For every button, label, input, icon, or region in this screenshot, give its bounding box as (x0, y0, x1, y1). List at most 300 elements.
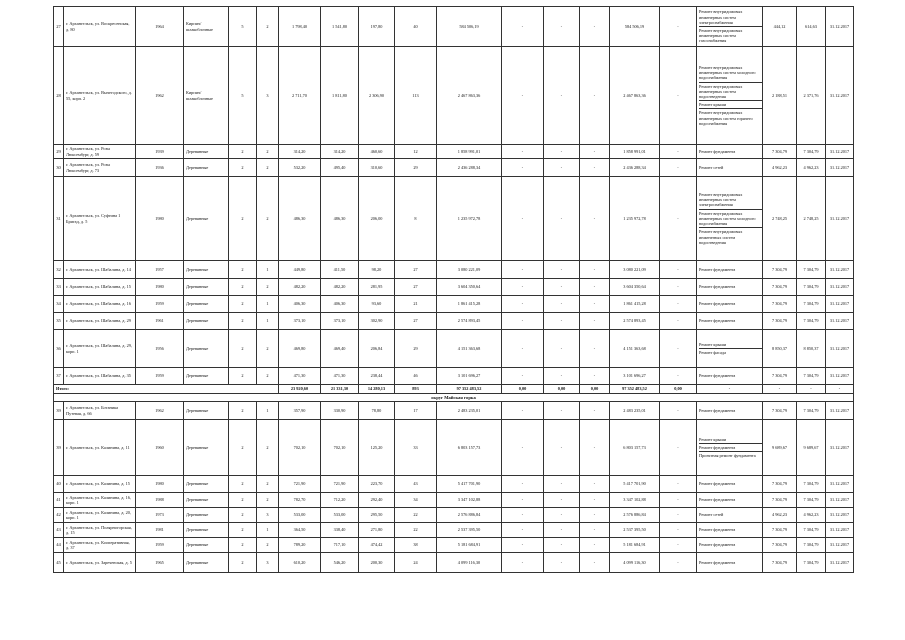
repair-work-item: Ремонт фундамента (699, 444, 762, 452)
common-area: 223,70 (359, 476, 395, 493)
build-year: 1959 (136, 296, 184, 313)
wall-material: Деревянные (184, 261, 229, 279)
total-area: 2 711,70 (279, 47, 321, 145)
common-area: 460,60 (359, 145, 395, 159)
max-unit-cost: 7 304,79 (797, 279, 826, 296)
repair-work-item: Ремонт фундамента (699, 318, 736, 324)
repair-work-item: Ремонт внутридомовых инженерных систем водоотведения (699, 83, 762, 102)
table-row (54, 508, 854, 523)
fund-federal: - (502, 7, 544, 47)
total-sum: 97 352 483,52 (437, 385, 502, 394)
owners-funds: 2 537 395,50 (610, 523, 660, 538)
residents: 29 (395, 330, 437, 368)
table-row (54, 159, 854, 177)
repair-cost: 2 436 288,34 (437, 159, 502, 177)
total-date: - (826, 385, 854, 394)
repair-works (697, 523, 763, 538)
floors: 2 (229, 523, 257, 538)
wall-material: Деревянные (184, 493, 229, 508)
residents: 22 (395, 508, 437, 523)
max-unit-cost: 614,63 (797, 7, 826, 47)
total-area: 471,30 (279, 368, 321, 385)
row-number: 32 (54, 261, 64, 279)
owners-funds: 3 101 696,27 (610, 368, 660, 385)
living-area: 546,20 (321, 553, 359, 573)
repair-cost: 4 099 116,30 (437, 553, 502, 573)
wall-material: Деревянные (184, 476, 229, 493)
repair-work-item: Ремонт внутридомовых инженерных систем горячего водоснабжения (699, 110, 753, 126)
total-fund-1: 0,00 (502, 385, 544, 394)
address: г. Архангельск, ул. Калинина, д. 11 (64, 420, 136, 476)
row-number: 33 (54, 279, 64, 296)
residents: 27 (395, 313, 437, 330)
completion-date: 31.12.2017 (826, 296, 854, 313)
fund-regional: - (544, 523, 580, 538)
entrances: 2 (257, 493, 279, 508)
fund-federal: - (502, 145, 544, 159)
build-year: 1956 (136, 330, 184, 368)
max-unit-cost: 7 304,79 (797, 296, 826, 313)
repair-cost: 3 604 350,64 (437, 279, 502, 296)
repair-work-item: Ремонт фундамента (699, 301, 736, 307)
owners-funds: 2 574 893,45 (610, 313, 660, 330)
living-area: 411,50 (321, 261, 359, 279)
max-unit-cost: 7 304,79 (797, 476, 826, 493)
completion-date: 31.12.2017 (826, 553, 854, 573)
fund-local: - (580, 177, 610, 261)
build-year: 1964 (136, 7, 184, 47)
max-unit-cost: 7 304,79 (797, 523, 826, 538)
wall-material: Деревянные (184, 279, 229, 296)
living-area: 338,40 (321, 523, 359, 538)
build-year: 1959 (136, 368, 184, 385)
total-area: 532,20 (279, 159, 321, 177)
common-area: 98,20 (359, 261, 395, 279)
build-year: 1957 (136, 261, 184, 279)
completion-date: 31.12.2017 (826, 420, 854, 476)
repair-work-item: Ремонт фундамента (699, 559, 736, 565)
total-residents: 893 (395, 385, 437, 394)
fund-local: - (580, 476, 610, 493)
fund-regional: - (544, 476, 580, 493)
table-row (54, 261, 854, 279)
owners-funds: 3 080 221,09 (610, 261, 660, 279)
repair-cost: 2 537 395,50 (437, 523, 502, 538)
total-area-1: 23 920,60 (279, 385, 321, 394)
fund-federal: - (502, 330, 544, 368)
other-funds: - (660, 508, 697, 523)
table-row (54, 402, 854, 420)
other-funds: - (660, 538, 697, 553)
living-area: 717,10 (321, 538, 359, 553)
unit-cost: 4 962,23 (763, 159, 797, 177)
address: г. Архангельск, ул. Шабалина, д. 35 (64, 368, 136, 385)
fund-federal: - (502, 476, 544, 493)
living-area: 471,30 (321, 368, 359, 385)
unit-cost: 8 850,37 (763, 330, 797, 368)
fund-regional: - (544, 493, 580, 508)
living-area: 482,20 (321, 279, 359, 296)
entrances: 1 (257, 523, 279, 538)
unit-cost: 7 304,79 (763, 296, 797, 313)
floors: 2 (229, 330, 257, 368)
residents: 43 (395, 476, 437, 493)
floors: 2 (229, 313, 257, 330)
completion-date: 31.12.2017 (826, 145, 854, 159)
build-year: 1962 (136, 402, 184, 420)
address: г. Архангельск, ул. Ботаника Путевая, д. 66 (64, 402, 136, 420)
residents: 27 (395, 261, 437, 279)
wall-material: Деревянные (184, 145, 229, 159)
living-area: 712,20 (321, 493, 359, 508)
repair-work-item: Ремонт крыши (699, 341, 762, 349)
unit-cost: 7 304,79 (763, 279, 797, 296)
floors: 2 (229, 177, 257, 261)
owners-funds: 3 347 102,88 (610, 493, 660, 508)
common-area: 197,80 (359, 7, 395, 47)
living-area: 721,90 (321, 476, 359, 493)
wall-material: Кирпич/ шлакоблочные (184, 47, 229, 145)
repair-cost: 3 101 696,27 (437, 368, 502, 385)
entrances: 2 (257, 159, 279, 177)
repair-work-item: Ремонт внутридомовых инженерных систем холодного водоснабжения (699, 210, 762, 229)
repair-works (697, 553, 763, 573)
owners-funds: 2 576 886,84 (610, 508, 660, 523)
other-funds: - (660, 7, 697, 47)
entrances: 2 (257, 279, 279, 296)
fund-federal: - (502, 261, 544, 279)
total-area: 449,80 (279, 261, 321, 279)
residents: 113 (395, 47, 437, 145)
repair-cost: 2 576 886,84 (437, 508, 502, 523)
repair-work-item: Ремонт крыши (699, 436, 762, 444)
total-sum-owners: 97 352 483,52 (610, 385, 660, 394)
residents: 22 (395, 523, 437, 538)
fund-regional: - (544, 420, 580, 476)
fund-regional: - (544, 177, 580, 261)
table-row (54, 177, 854, 261)
total-area-2: 21 331,30 (321, 385, 359, 394)
total-max-cost: - (797, 385, 826, 394)
owners-funds: 5 417 701,90 (610, 476, 660, 493)
address: г. Архангельск, ул. Шабалина, д. 15 (64, 279, 136, 296)
fund-local: - (580, 330, 610, 368)
unit-cost: 7 304,79 (763, 313, 797, 330)
section-row (54, 394, 854, 402)
document-page (53, 6, 850, 573)
fund-local: - (580, 553, 610, 573)
row-number: 37 (54, 368, 64, 385)
owners-funds: 3 604 350,64 (610, 279, 660, 296)
residents: 46 (395, 368, 437, 385)
residents: 34 (395, 493, 437, 508)
fund-federal: - (502, 279, 544, 296)
fund-local: - (580, 47, 610, 145)
wall-material: Деревянные (184, 523, 229, 538)
address: г. Архангельск, ул. Суфтина 1 Бригад, д. 5 (64, 177, 136, 261)
repair-works (697, 508, 763, 523)
max-unit-cost: 7 304,79 (797, 553, 826, 573)
repair-work-item: Ремонт крыши (699, 101, 762, 109)
max-unit-cost: 7 304,79 (797, 261, 826, 279)
max-unit-cost: 4 962,23 (797, 159, 826, 177)
other-funds: - (660, 493, 697, 508)
completion-date: 31.12.2017 (826, 538, 854, 553)
fund-local: - (580, 420, 610, 476)
other-funds: - (660, 553, 697, 573)
fund-local: - (580, 313, 610, 330)
table-row (54, 145, 854, 159)
fund-regional: - (544, 296, 580, 313)
table-row (54, 553, 854, 573)
fund-federal: - (502, 368, 544, 385)
max-unit-cost: 9 689,67 (797, 420, 826, 476)
residents: 12 (395, 145, 437, 159)
residents: 17 (395, 402, 437, 420)
completion-date: 31.12.2017 (826, 261, 854, 279)
wall-material: Деревянные (184, 330, 229, 368)
fund-federal: - (502, 313, 544, 330)
max-unit-cost: 7 304,79 (797, 538, 826, 553)
fund-federal: - (502, 420, 544, 476)
fund-regional: - (544, 508, 580, 523)
table-row (54, 523, 854, 538)
total-area: 702,10 (279, 420, 321, 476)
entrances: 2 (257, 538, 279, 553)
repair-work-item: Ремонт фундамента (699, 266, 736, 272)
total-area: 533,00 (279, 508, 321, 523)
unit-cost: 2 748,25 (763, 177, 797, 261)
entrances: 1 (257, 313, 279, 330)
unit-cost: 7 304,79 (763, 368, 797, 385)
row-number: 44 (54, 538, 64, 553)
wall-material: Деревянные (184, 508, 229, 523)
repair-work-item: Ремонт внутридомовых инженerных систем водоотведения (699, 229, 743, 245)
total-area: 721,90 (279, 476, 321, 493)
repair-works (697, 177, 763, 261)
floors: 2 (229, 508, 257, 523)
repair-work-item: Ремонт фундамента (699, 542, 736, 548)
repair-works (697, 402, 763, 420)
common-area: 206,00 (359, 177, 395, 261)
entrances: 2 (257, 177, 279, 261)
build-year: 1959 (136, 538, 184, 553)
max-unit-cost: 7 304,79 (797, 368, 826, 385)
fund-federal: - (502, 523, 544, 538)
common-area: 310,60 (359, 159, 395, 177)
other-funds: - (660, 261, 697, 279)
total-area: 357,90 (279, 402, 321, 420)
floors: 2 (229, 420, 257, 476)
repair-works (697, 159, 763, 177)
repair-cost: 584 506,19 (437, 7, 502, 47)
total-area: 469,80 (279, 330, 321, 368)
completion-date: 31.12.2017 (826, 47, 854, 145)
common-area: 302,90 (359, 313, 395, 330)
total-row (54, 385, 854, 394)
build-year: 1973 (136, 508, 184, 523)
completion-date: 31.12.2017 (826, 313, 854, 330)
row-number: 30 (54, 159, 64, 177)
unit-cost: 7 304,79 (763, 402, 797, 420)
total-fund-2: 0,00 (544, 385, 580, 394)
repair-works (697, 368, 763, 385)
other-funds: - (660, 330, 697, 368)
common-area: 238,44 (359, 368, 395, 385)
repair-work-item: Ремонт сетей (699, 512, 724, 518)
fund-federal: - (502, 159, 544, 177)
fund-local: - (580, 508, 610, 523)
build-year: 1980 (136, 177, 184, 261)
entrances: 3 (257, 47, 279, 145)
row-number: 39 (54, 402, 64, 420)
table-row (54, 538, 854, 553)
floors: 5 (229, 47, 257, 145)
living-area: 533,00 (321, 508, 359, 523)
total-area: 486,30 (279, 177, 321, 261)
floors: 2 (229, 261, 257, 279)
table-row (54, 296, 854, 313)
build-year: 1988 (136, 493, 184, 508)
wall-material: Деревянные (184, 313, 229, 330)
address: г. Архангельск, ул. Вычегодского, д. 55, корп. 2 (64, 47, 136, 145)
other-funds: - (660, 145, 697, 159)
completion-date: 31.12.2017 (826, 476, 854, 493)
row-number: 27 (54, 7, 64, 47)
repair-cost: 5 417 701,90 (437, 476, 502, 493)
fund-local: - (580, 279, 610, 296)
common-area: 271,80 (359, 523, 395, 538)
common-area: 200,30 (359, 553, 395, 573)
total-works: - (697, 385, 763, 394)
other-funds: - (660, 402, 697, 420)
common-area: 2 306,90 (359, 47, 395, 145)
floors: 2 (229, 538, 257, 553)
owners-funds: 1 235 972,78 (610, 177, 660, 261)
wall-material: Деревянные (184, 296, 229, 313)
fund-regional: - (544, 538, 580, 553)
table-row (54, 313, 854, 330)
repair-work-item: Ремонт фундамента (699, 481, 736, 487)
owners-funds: 5 181 684,91 (610, 538, 660, 553)
row-number: 31 (54, 177, 64, 261)
fund-federal: - (502, 47, 544, 145)
fund-regional: - (544, 159, 580, 177)
repair-cost: 2 483 235,01 (437, 402, 502, 420)
repair-works (697, 261, 763, 279)
fund-federal: - (502, 402, 544, 420)
total-area: 406,30 (279, 296, 321, 313)
total-area: 364,50 (279, 523, 321, 538)
row-number: 36 (54, 330, 64, 368)
address: г. Архангельск, ул. Шабалина, д. 29 (64, 313, 136, 330)
completion-date: 31.12.2017 (826, 177, 854, 261)
entrances: 1 (257, 296, 279, 313)
fund-local: - (580, 538, 610, 553)
fund-local: - (580, 145, 610, 159)
row-number: 29 (54, 145, 64, 159)
residents: 33 (395, 420, 437, 476)
row-number: 35 (54, 313, 64, 330)
unit-cost: 7 304,79 (763, 523, 797, 538)
floors: 2 (229, 368, 257, 385)
max-unit-cost: 7 304,79 (797, 145, 826, 159)
fund-local: - (580, 159, 610, 177)
repair-cost: 1 858 991,01 (437, 145, 502, 159)
max-unit-cost: 2 371,76 (797, 47, 826, 145)
common-area: 93,60 (359, 296, 395, 313)
table-row (54, 7, 854, 47)
living-area: 330,90 (321, 402, 359, 420)
completion-date: 31.12.2017 (826, 368, 854, 385)
entrances: 3 (257, 553, 279, 573)
repair-work-item: Ремонт фундамента (699, 373, 736, 379)
common-area: 78,80 (359, 402, 395, 420)
floors: 2 (229, 159, 257, 177)
owners-funds: 4 151 363,68 (610, 330, 660, 368)
fund-regional: - (544, 279, 580, 296)
entrances: 2 (257, 476, 279, 493)
unit-cost: 7 304,79 (763, 476, 797, 493)
residents: 21 (395, 296, 437, 313)
completion-date: 31.12.2017 (826, 7, 854, 47)
address: г. Архангельск, ул. Розы Люксембург, д. 73 (64, 159, 136, 177)
living-area: 373,10 (321, 313, 359, 330)
completion-date: 31.12.2017 (826, 159, 854, 177)
fund-local: - (580, 523, 610, 538)
floors: 2 (229, 296, 257, 313)
repair-works (697, 313, 763, 330)
fund-regional: - (544, 330, 580, 368)
repair-works (697, 476, 763, 493)
entrances: 2 (257, 368, 279, 385)
other-funds: - (660, 523, 697, 538)
unit-cost: 2 188,51 (763, 47, 797, 145)
address: г. Архангельск, ул. Розы Люксембург, д. 59 (64, 145, 136, 159)
residents: 29 (395, 159, 437, 177)
max-unit-cost: 7 304,79 (797, 313, 826, 330)
repair-works (697, 7, 763, 47)
unit-cost: 7 304,79 (763, 553, 797, 573)
total-area: 482,20 (279, 279, 321, 296)
fund-local: - (580, 402, 610, 420)
build-year: 1980 (136, 476, 184, 493)
build-year: 1980 (136, 279, 184, 296)
residents: 24 (395, 553, 437, 573)
build-year: 1960 (136, 420, 184, 476)
owners-funds: 1 858 991,01 (610, 145, 660, 159)
other-funds: - (660, 313, 697, 330)
repair-works (697, 47, 763, 145)
living-area: 495,40 (321, 159, 359, 177)
max-unit-cost: 4 962,23 (797, 508, 826, 523)
address: г. Архангельск, ул. Шабалина, д. 16 (64, 296, 136, 313)
repair-work-item: Ремонт фундамента (699, 148, 736, 154)
entrances: 2 (257, 7, 279, 47)
repair-cost: 6 803 157,73 (437, 420, 502, 476)
living-area: 469,40 (321, 330, 359, 368)
entrances: 2 (257, 420, 279, 476)
entrances: 1 (257, 402, 279, 420)
repair-works (697, 330, 763, 368)
address: г. Архангельск, ул. Шабалина, д. 29, корп. 1 (64, 330, 136, 368)
repair-works (697, 538, 763, 553)
fund-local: - (580, 368, 610, 385)
residents: 40 (395, 7, 437, 47)
repair-works (697, 296, 763, 313)
entrances: 2 (257, 330, 279, 368)
floors: 2 (229, 493, 257, 508)
